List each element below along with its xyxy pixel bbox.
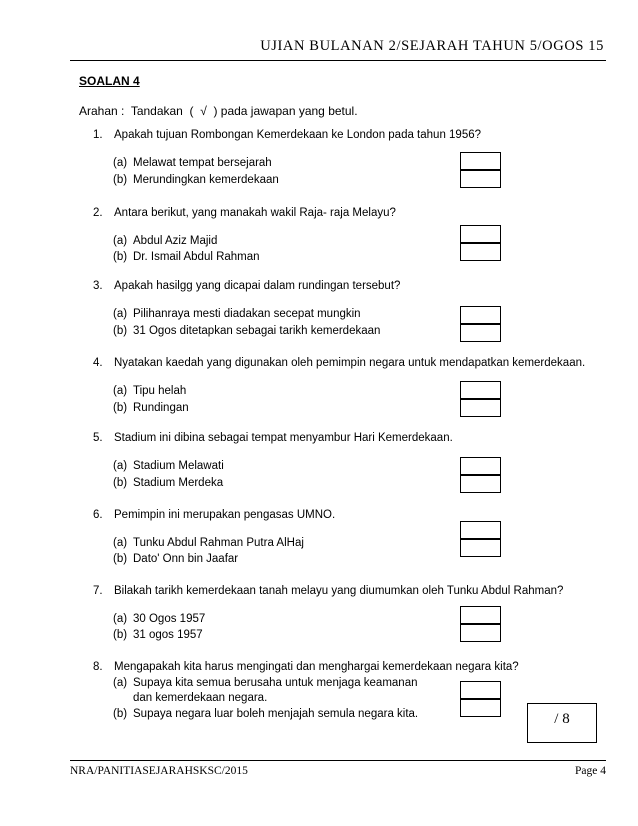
option-text: Supaya kita semua berusaha untuk menjaga keamanan	[133, 677, 418, 689]
option-text: Supaya negara luar boleh menjajah semula negara kita.	[133, 708, 419, 720]
answer-box-b[interactable]	[460, 699, 501, 717]
option-text: 31 ogos 1957	[133, 629, 203, 641]
option-b	[113, 402, 189, 414]
footer-left-text: NRA/PANITIASEJARAHSKSC/2015	[70, 765, 248, 777]
option-a	[113, 537, 304, 549]
option-a	[113, 677, 418, 689]
option-text: 31 Ogos ditetapkan sebagai tarikh kemerdekaan	[133, 325, 381, 337]
option-text: Pilihanraya mesti diadakan secepat mungkin	[133, 308, 361, 320]
footer-page-number: Page 4	[575, 765, 606, 777]
score-text: / 8	[554, 711, 570, 727]
option-label: (b)	[113, 174, 128, 186]
option-label: (a)	[113, 537, 128, 549]
option-label: (b)	[113, 402, 128, 414]
option-text: Dato' Onn bin Jaafar	[133, 553, 239, 565]
answer-box-b[interactable]	[460, 624, 501, 642]
question-text: Apakah tujuan Rombongan Kemerdekaan ke London pada tahun 1956?	[114, 129, 482, 141]
option-b	[113, 708, 418, 720]
question-number: 6.	[93, 509, 103, 521]
option-a	[113, 613, 205, 625]
option-label: (a)	[113, 235, 128, 247]
option-text: Abdul Aziz Majid	[133, 235, 218, 247]
option-b	[113, 251, 260, 263]
option-label: (b)	[113, 325, 128, 337]
question-text: Mengapakah kita harus mengingati dan menghargai kemerdekaan negara kita?	[114, 661, 519, 673]
question-number: 7.	[93, 585, 103, 597]
option-text: Stadium Merdeka	[133, 477, 224, 489]
question-text: Pemimpin ini merupakan pengasas UMNO.	[114, 509, 336, 521]
option-b	[113, 629, 203, 641]
option-b	[113, 477, 223, 489]
answer-box-a[interactable]	[460, 306, 501, 324]
option-a	[113, 385, 186, 397]
option-text: Dr. Ismail Abdul Rahman	[133, 251, 260, 263]
answer-box-a[interactable]	[460, 457, 501, 475]
question-number: 8.	[93, 661, 103, 673]
question-text: Apakah hasilgg yang dicapai dalam rundingan tersebut?	[114, 280, 401, 292]
answer-box-b[interactable]	[460, 475, 501, 493]
answer-box-a[interactable]	[460, 225, 501, 243]
option-label: (b)	[113, 553, 128, 565]
header-rule	[70, 60, 606, 61]
answer-box-a[interactable]	[460, 152, 501, 170]
question-number: 5.	[93, 432, 103, 444]
option-label: (a)	[113, 460, 128, 472]
answer-box-b[interactable]	[460, 539, 501, 557]
question-number: 4.	[93, 357, 103, 369]
question-text: Stadium ini dibina sebagai tempat menyambur Hari Kemerdekaan.	[114, 432, 453, 444]
answer-box-a[interactable]	[460, 681, 501, 699]
option-text: 30 Ogos 1957	[133, 613, 206, 625]
option-a	[113, 235, 217, 247]
answer-box-b[interactable]	[460, 243, 501, 261]
option-text: Rundingan	[133, 402, 189, 414]
option-label: (b)	[113, 251, 128, 263]
option-a	[113, 157, 272, 169]
option-a	[113, 460, 224, 472]
question-number: 3.	[93, 280, 103, 292]
option-label: (a)	[113, 308, 128, 320]
option-label: (a)	[113, 613, 128, 625]
section-title: SOALAN 4	[79, 74, 140, 88]
answer-box-b[interactable]	[460, 399, 501, 417]
page-header-title: UJIAN BULANAN 2/SEJARAH TAHUN 5/OGOS 15	[260, 38, 604, 54]
question-number: 2.	[93, 207, 103, 219]
answer-box-a[interactable]	[460, 381, 501, 399]
option-label: (a)	[113, 677, 128, 689]
question-number: 1.	[93, 129, 103, 141]
option-label: (a)	[113, 157, 128, 169]
question-text: Bilakah tarikh kemerdekaan tanah melayu yang diumumkan oleh Tunku Abdul Rahman?	[114, 585, 564, 597]
option-text: Tipu helah	[133, 385, 187, 397]
option-b	[113, 325, 380, 337]
option-text: Merundingkan kemerdekaan	[133, 174, 279, 186]
option-label: (a)	[113, 385, 128, 397]
instruction-text: Arahan : Tandakan ( √ ) pada jawapan yang betul.	[79, 104, 358, 118]
answer-box-b[interactable]	[460, 170, 501, 188]
option-text: Melawat tempat bersejarah	[133, 157, 272, 169]
option-b	[113, 553, 238, 565]
option-a	[113, 308, 361, 320]
option-a-continuation: dan kemerdekaan negara.	[133, 692, 268, 704]
answer-box-b[interactable]	[460, 324, 501, 342]
footer-rule	[70, 760, 606, 761]
option-label: (b)	[113, 708, 128, 720]
option-label: (b)	[113, 477, 128, 489]
answer-box-a[interactable]	[460, 606, 501, 624]
option-text: Stadium Melawati	[133, 460, 224, 472]
question-text: Nyatakan kaedah yang digunakan oleh pemimpin negara untuk mendapatkan kemerdekaan.	[114, 357, 586, 369]
option-text: Tunku Abdul Rahman Putra AlHaj	[133, 537, 304, 549]
option-label: (b)	[113, 629, 128, 641]
score-box	[527, 703, 597, 743]
option-b	[113, 174, 279, 186]
question-text: Antara berikut, yang manakah wakil Raja- raja Melayu?	[114, 207, 396, 219]
answer-box-a[interactable]	[460, 521, 501, 539]
